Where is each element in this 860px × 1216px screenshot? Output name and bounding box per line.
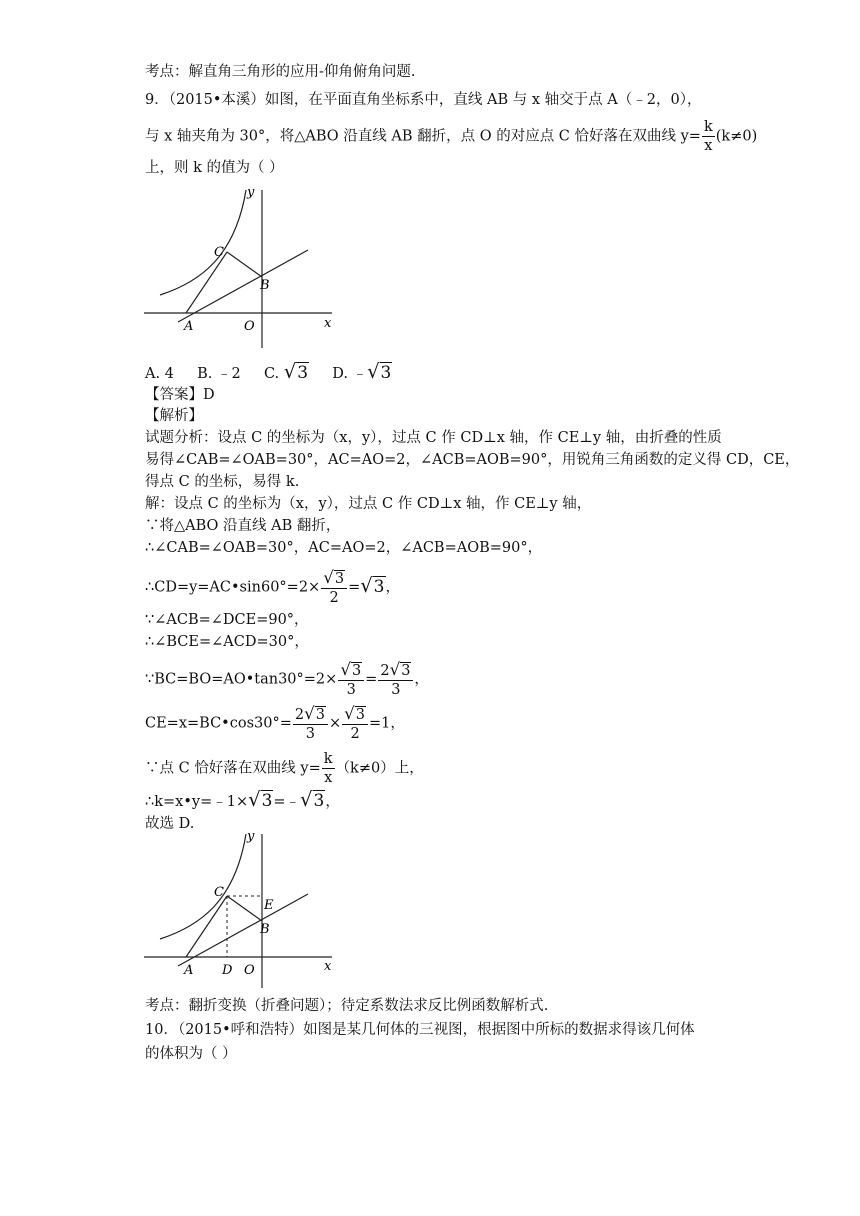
sqrt-3: √3 [323, 568, 345, 587]
frac-den: 2 [329, 589, 339, 606]
equals: = [348, 579, 361, 596]
sqrt-3: √3 [300, 788, 325, 811]
frac-num: k [703, 119, 713, 135]
coef: 2 [380, 663, 390, 679]
hyperbola-curve [160, 834, 246, 939]
radicand: 3 [313, 791, 325, 811]
label-y: y [247, 185, 255, 200]
solution-line7 [145, 662, 429, 697]
sqrt-3: √3 [304, 704, 325, 723]
option-d [332, 360, 392, 383]
radicand: 3 [351, 663, 362, 679]
label-a: A [184, 963, 194, 978]
option-c-prefix: C. [263, 366, 280, 382]
solution-line10 [145, 790, 340, 812]
fraction-2sqrt3-over-3 [293, 706, 328, 741]
sqrt-3: √3 [248, 788, 273, 811]
comma: ， [325, 794, 340, 810]
sol4-text: ∴CD=y=AC•sin60°=2× [145, 579, 321, 596]
sqrt-3: √3 [367, 360, 392, 383]
line-ab [178, 250, 308, 322]
q9-options [145, 362, 392, 384]
coef: 2 [294, 707, 305, 723]
radicand: 3 [380, 363, 392, 383]
solution-line9 [145, 752, 424, 785]
radicand: 3 [261, 791, 273, 811]
hyperbola-curve [160, 190, 246, 295]
q10-line2: 的体积为（ ） [145, 1046, 237, 1062]
label-b: B [260, 278, 270, 293]
label-y: y [247, 829, 255, 844]
sol9-cond: （k≠0）上， [335, 760, 424, 777]
label-e: E [264, 898, 274, 913]
q9-line2-text: 与 x 轴夹角为 30°，将△ABO 沿直线 AB 翻折，点 O 的对应点 C 恰好落在双曲线 y= [145, 128, 701, 145]
option-c [263, 360, 309, 383]
label-a: A [184, 319, 194, 334]
figure-1 [140, 182, 340, 352]
option-d-prefix: D. ﹣ [332, 366, 368, 382]
label-c: C [214, 885, 224, 900]
q9-fraction-k-over-x [702, 120, 715, 153]
segment-ac [186, 252, 227, 313]
analysis-line3: 得点 C 的坐标，易得 k. [145, 474, 300, 490]
segment-ac [186, 896, 227, 957]
sol7-text: ∵BC=BO=AO•tan30°=2× [145, 671, 338, 688]
solution-line5: ∵∠ACB=∠DCE=90°， [145, 612, 309, 628]
frac-num: k [323, 751, 333, 767]
radicand: 3 [297, 363, 309, 383]
frac-den: 3 [391, 681, 401, 698]
solution-line1: 解：设点 C 的坐标为（x，y），过点 C 作 CD⊥x 轴，作 CE⊥y 轴， [145, 496, 592, 512]
sol8-text: CE=x=BC•cos30°= [145, 715, 292, 732]
q9-line1: 9．（2015•本溪）如图，在平面直角坐标系中，直线 AB 与 x 轴交于点 A（﹣2，0）， [145, 92, 702, 108]
frac-den: 2 [350, 725, 360, 742]
radicand: 3 [315, 707, 325, 723]
radicand: 3 [373, 576, 385, 597]
solution-line3: ∴∠CAB=∠OAB=30°，AC=AO=2，∠ACB=AOB=90°， [145, 540, 543, 556]
times: × [328, 715, 342, 732]
q9-line2-cond: (k≠0) [715, 128, 758, 145]
segment-cb [227, 252, 262, 277]
label-c: C [214, 245, 224, 260]
label-o: O [244, 319, 255, 334]
radicand: 3 [334, 571, 345, 587]
solution-line8 [145, 706, 405, 741]
equals: = [365, 671, 378, 688]
label-x: x [324, 959, 332, 974]
sol10-text: ∴k=x•y=﹣1× [145, 794, 249, 810]
sqrt-3: √3 [283, 360, 309, 383]
option-b: B. ﹣2 [197, 366, 241, 382]
sqrt-3: √3 [340, 660, 362, 679]
frac-den: 3 [346, 681, 356, 698]
answer: 【答案】D [145, 387, 215, 403]
solution-line11: 故选 D. [145, 816, 195, 832]
fraction-sqrt3-over-2 [342, 706, 368, 741]
q10-line1: 10．（2015•呼和浩特）如图是某几何体的三视图，根据图中所标的数据求得该几何体 [145, 1022, 695, 1038]
label-d: D [222, 963, 233, 978]
comma: ， [385, 579, 400, 596]
radicand: 3 [401, 663, 411, 679]
equals-neg: =﹣ [273, 794, 301, 810]
fraction-2sqrt3-over-3 [378, 662, 413, 697]
q9-line2 [145, 120, 757, 153]
label-b: B [260, 922, 270, 937]
sol9-text: ∵点 C 恰好落在双曲线 y= [145, 760, 321, 777]
jiexi-heading: 【解析】 [145, 408, 203, 424]
solution-line2: ∵将△ABO 沿直线 AB 翻折， [145, 518, 341, 534]
sol8-result: =1， [368, 715, 405, 732]
segment-cb [227, 896, 262, 921]
comma: ， [414, 671, 429, 688]
kaodian-prev: 考点：解直角三角形的应用-仰角俯角问题. [145, 64, 416, 80]
line-ab [178, 894, 308, 966]
frac-den: x [324, 769, 333, 786]
fraction-sqrt3-over-3 [338, 662, 364, 697]
fraction-k-over-x [322, 752, 335, 785]
sqrt-3: √3 [344, 704, 365, 723]
label-x: x [324, 316, 332, 331]
analysis-line2: 易得∠CAB=∠OAB=30°，AC=AO=2，∠ACB=AOB=90°，用锐角三角函数的定义得 CD，CE， [145, 452, 800, 468]
figure-2 [140, 826, 340, 991]
radicand: 3 [355, 707, 365, 723]
analysis-line1: 试题分析：设点 C 的坐标为（x，y），过点 C 作 CD⊥x 轴，作 CE⊥y 轴，由折叠的性质 [145, 430, 722, 446]
option-a: A. 4 [145, 366, 174, 382]
frac-den: x [704, 137, 713, 154]
fraction-sqrt3-over-2 [321, 570, 347, 605]
label-o: O [244, 963, 255, 978]
kaodian-q9: 考点：翻折变换（折叠问题）；待定系数法求反比例函数解析式. [145, 998, 549, 1014]
sqrt-3: √3 [389, 660, 411, 679]
sqrt-3: √3 [360, 573, 385, 597]
frac-den: 3 [305, 725, 316, 742]
solution-line4 [145, 570, 400, 605]
solution-line6: ∴∠BCE=∠ACD=30°， [145, 634, 309, 650]
q9-line3: 上，则 k 的值为（ ） [145, 160, 284, 176]
